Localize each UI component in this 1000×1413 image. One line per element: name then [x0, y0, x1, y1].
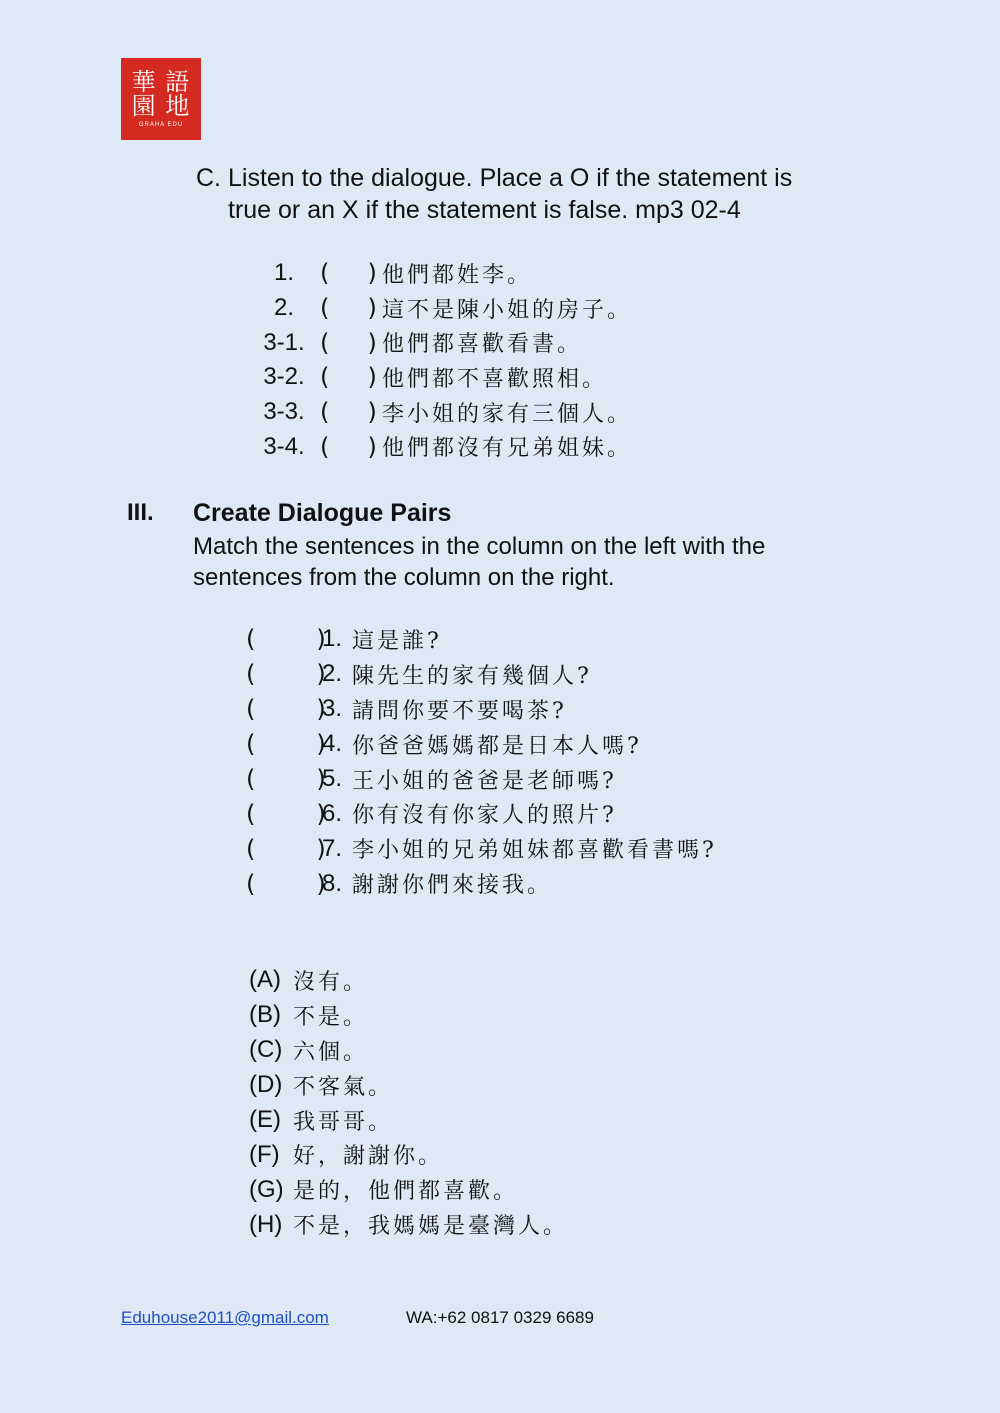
list-item: [249, 963, 568, 998]
question-text: 請問你要不要喝茶?: [352, 698, 567, 724]
answer-text: 不客氣。: [293, 1074, 394, 1100]
list-item: [249, 998, 568, 1033]
section-c-instruction-1: Listen to the dialogue. Place a O if the statement is: [228, 164, 793, 192]
list-item: [246, 762, 717, 797]
item-number: 8.: [322, 869, 343, 897]
list-item: [246, 831, 717, 866]
section-instruction: Match the sentences in the column on the left with the sentences from the column on the right.: [193, 533, 766, 591]
true-false-list: [248, 256, 632, 464]
answer-blank[interactable]: ( ): [246, 625, 326, 654]
answer-text: 不是。: [293, 1004, 369, 1030]
statement-text: 這不是陳小姐的房子。: [382, 297, 633, 323]
list-item: [246, 727, 717, 762]
question-text: 陳先生的家有幾個人?: [352, 663, 592, 689]
list-item: [248, 360, 632, 395]
answer-blank[interactable]: ( ): [320, 294, 377, 323]
item-number: 5.: [322, 765, 343, 792]
answer-label: (H): [249, 1210, 283, 1238]
answer-label: (B): [249, 1001, 281, 1029]
answer-label: (A): [249, 966, 281, 994]
section-c-instruction-2: true or an X if the statement is false. mp3 02-4: [228, 196, 741, 224]
footer: [121, 1308, 594, 1328]
list-item: [249, 1103, 568, 1138]
logo-glyphs: 華 語 園 地: [131, 68, 191, 120]
list-item: [249, 1137, 568, 1172]
item-number: 3.: [322, 695, 343, 723]
answer-list: [249, 963, 568, 1242]
answer-text: 不是，我媽媽是臺灣人。: [293, 1214, 569, 1240]
answer-label: (F): [249, 1140, 280, 1168]
list-item: [249, 1033, 568, 1068]
list-item: [248, 256, 632, 291]
question-text: 你爸爸媽媽都是日本人嗎?: [352, 733, 642, 759]
list-item: [248, 429, 632, 464]
list-item: [246, 657, 717, 692]
brand-logo: [121, 58, 201, 140]
answer-blank[interactable]: ( ): [320, 398, 377, 427]
answer-blank[interactable]: ( ): [246, 869, 326, 898]
answer-text: 我哥哥。: [293, 1109, 394, 1135]
item-number: 2.: [322, 660, 343, 688]
item-number: 6.: [322, 799, 343, 827]
item-number: 1.: [273, 259, 294, 287]
statement-text: 李小姐的家有三個人。: [382, 401, 633, 427]
answer-label: (E): [249, 1106, 281, 1133]
section-title: Create Dialogue Pairs: [193, 499, 452, 527]
item-number: 3-2.: [263, 363, 305, 391]
answer-text: 是的，他們都喜歡。: [293, 1179, 519, 1205]
answer-label: (G): [249, 1175, 284, 1203]
question-list: [246, 622, 717, 901]
answer-label: (D): [249, 1071, 283, 1099]
answer-blank[interactable]: ( ): [246, 695, 326, 724]
question-text: 王小姐的爸爸是老師嗎?: [352, 768, 617, 794]
answer-text: 沒有。: [293, 969, 369, 995]
item-number: 3-1.: [263, 328, 305, 356]
item-number: 2.: [273, 294, 294, 322]
list-item: [248, 325, 632, 360]
list-item: [249, 1207, 568, 1242]
answer-blank[interactable]: ( ): [246, 799, 326, 828]
item-number: 1.: [322, 625, 343, 653]
statement-text: 他們都喜歡看書。: [382, 332, 583, 358]
list-item: [249, 1068, 568, 1103]
question-text: 謝謝你們來接我。: [352, 873, 553, 899]
list-item: [246, 866, 717, 901]
item-number: 3-4.: [263, 432, 305, 460]
answer-blank[interactable]: ( ): [320, 259, 377, 288]
answer-blank[interactable]: ( ): [246, 765, 326, 793]
answer-blank[interactable]: ( ): [320, 432, 377, 461]
list-item: [249, 1172, 568, 1207]
answer-text: 六個。: [293, 1039, 369, 1065]
section-c-letter: C.: [196, 164, 221, 192]
list-item: [246, 622, 717, 657]
list-item: [246, 796, 717, 831]
logo-subtitle: GRAHA EDU: [138, 122, 184, 128]
statement-text: 他們都姓李。: [382, 262, 533, 288]
list-item: [248, 395, 632, 430]
answer-blank[interactable]: ( ): [320, 363, 377, 392]
list-item: [248, 291, 632, 326]
section-number: III.: [127, 499, 154, 526]
whatsapp-number: WA:+62 0817 0329 6689: [406, 1308, 594, 1327]
question-text: 這是誰?: [352, 628, 442, 654]
section-c: [196, 162, 876, 226]
answer-label: (C): [249, 1036, 283, 1064]
item-number: 7.: [322, 834, 343, 862]
question-text: 李小姐的兄弟姐妹都喜歡看書嗎?: [352, 838, 717, 864]
item-number: 4.: [322, 730, 343, 758]
item-number: 3-3.: [263, 398, 305, 426]
question-text: 你有沒有你家人的照片?: [352, 803, 617, 829]
answer-blank[interactable]: ( ): [246, 660, 326, 689]
statement-text: 他們都不喜歡照相。: [382, 366, 608, 392]
answer-blank[interactable]: ( ): [246, 834, 326, 863]
answer-blank[interactable]: ( ): [246, 730, 326, 759]
email-link[interactable]: Eduhouse2011@gmail.com: [121, 1308, 329, 1327]
answer-text: 好，謝謝你。: [293, 1144, 444, 1170]
answer-blank[interactable]: ( ): [320, 328, 377, 357]
statement-text: 他們都沒有兄弟姐妹。: [382, 436, 633, 462]
list-item: [246, 692, 717, 727]
